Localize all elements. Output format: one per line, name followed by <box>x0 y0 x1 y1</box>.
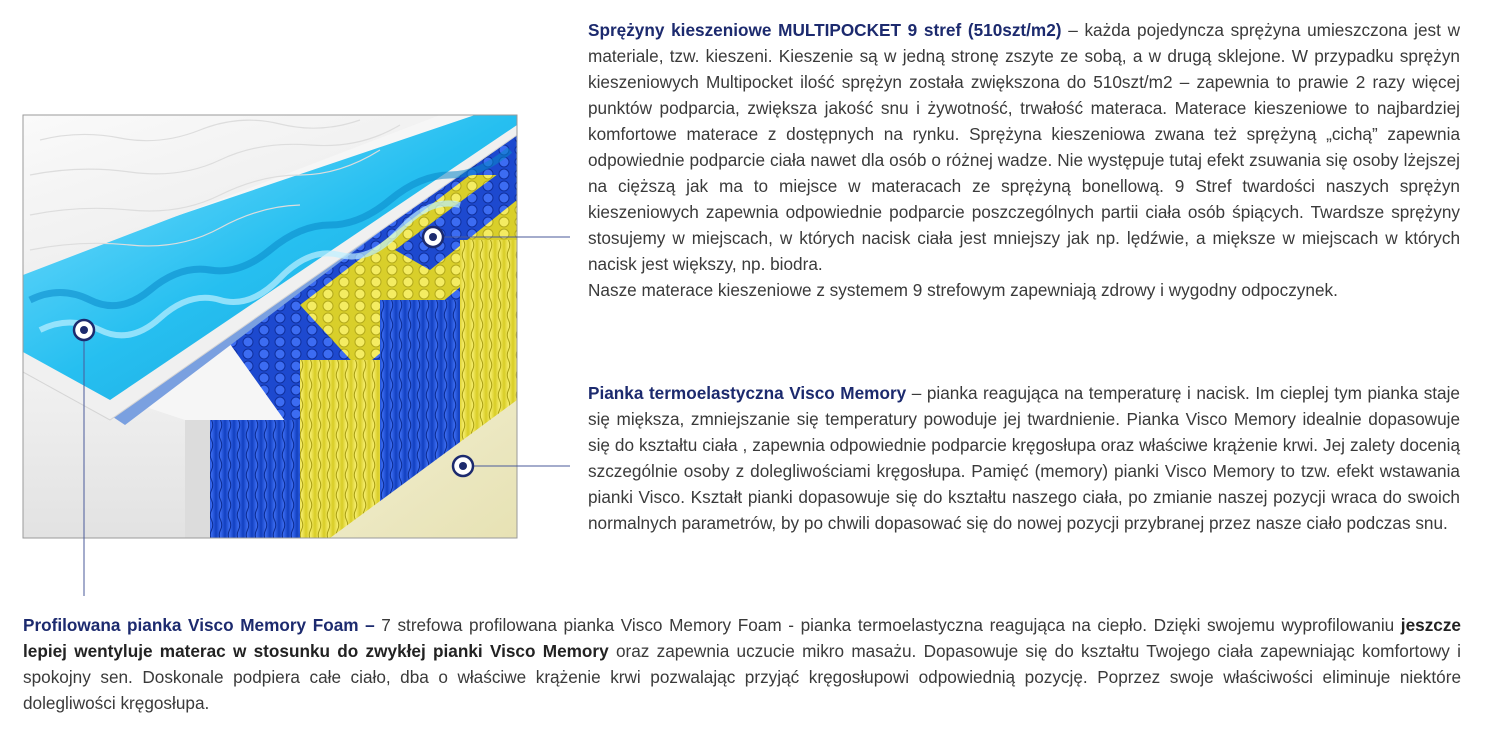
comfort-layer <box>23 115 517 420</box>
spring-block-top-blue-2 <box>395 160 517 270</box>
profile-description <box>23 612 1461 716</box>
visco-heading: Pianka termoelastyczna Visco Memory <box>588 383 907 403</box>
springs-description <box>588 17 1460 303</box>
marker-profile <box>74 320 94 340</box>
visco-description <box>588 380 1460 536</box>
quilt-line-4 <box>30 205 300 250</box>
illustration-frame <box>23 115 517 538</box>
springs-heading: Sprężyny kieszeniowe MULTIPOCKET 9 stref (510szt/m2) <box>588 20 1062 40</box>
visco-wave-2 <box>40 203 460 335</box>
spring-face-yellow-2 <box>460 240 517 538</box>
springs-body: – każda pojedyncza sprężyna umieszczona jest w materiale, tzw. kieszeni. Kieszenie są w jedną stronę zszyte ze sobą, a w drugą sklejone. W przypadku sprężyn kieszeniowych Multipocket ilość sprężyn została zwiększona do 510szt/m2 – zapewnia to prawie 2 razy więcej punktów podparcia, zwiększa jakość snu i żywotność, trwałość materaca. Materace kieszeniowe to najbardziej komfortowe materace z dostępnych na rynku. Sprężyna kieszeniowa zwana też sprężyną „cichą” zapewnia odpowiednie podparcie ciała nawet dla osób o różnej wadze. Nie występuje tutaj efekt zsuwania się osoby lżejszej na cięższą jak ma to miejsce w materacach ze sprężyną bonellową. 9 Stref twardości naszych sprężyn kieszeniowych zapewnia odpowiednie podparcie poszczególnych partii ciała osób śpiących. Twardsze sprężyny stosujemy w miejscach, w których nacisk ciała jest mniejszy jak np. lędźwie, a miększe w miejscach w których nacisk jest większy, np. biodra. <box>588 20 1460 274</box>
profile-heading: Profilowana pianka Visco Memory Foam – <box>23 615 375 635</box>
foam-side-edge <box>185 420 210 538</box>
quilt-line-2 <box>30 125 400 175</box>
visco-body: – pianka reagująca na temperaturę i nacisk. Im cieplej tym pianka staje się miększa, zmniejszanie się temperatury powoduje jej twardnienie. Pianka Visco Memory idealnie dopasowuje się do kształtu ciała , zapewnia odpowiednie podparcie kręgosłupa oraz właściwe krążenie krwi. Jej zalety docenią szczególnie osoby z dolegliwościami kręgosłupa. Pamięć (memory) pianki Visco Memory to tzw. efekt wstawania pianki Visco. Kształt pianki dopasowuje się do kształtu naszego ciała, po zmianie naszej pozycji wraca do swoich normalnych parametrów, by po chwili dopasować się do nowej pozycji przybranej przez nasze ciało podczas snu. <box>588 383 1460 533</box>
bottom-foam-layer <box>330 400 517 538</box>
visco-wave-1 <box>30 150 510 306</box>
illustration-background <box>23 115 517 538</box>
visco-profiled-layer <box>23 115 517 400</box>
spring-face-yellow <box>300 360 380 538</box>
marker-visco <box>453 456 473 476</box>
profile-emphasis: jeszcze lepiej wentyluje materac w stosunku do zwykłej pianki Visco Memory <box>23 615 1461 661</box>
spring-block-top-yellow <box>300 175 517 370</box>
marker-springs <box>423 227 443 247</box>
quilted-top-cover <box>23 115 517 275</box>
profile-body-before: 7 strefowa profilowana pianka Visco Memory Foam - pianka termoelastyczna reagująca na ciepło. Dzięki swojemu wyprofilowaniu <box>374 615 1401 635</box>
springs-closing: Nasze materace kieszeniowe z systemem 9 strefowym zapewniają zdrowy i wygodny odpoczynek. <box>588 280 1338 300</box>
foam-side-wall <box>23 340 185 538</box>
spring-face-blue-1 <box>180 420 300 538</box>
spring-block-top-blue <box>220 115 517 470</box>
quilt-line-1 <box>40 120 360 141</box>
profile-body-after: oraz zapewnia uczucie mikro masażu. Dopasowuje się do kształtu Twojego ciała zapewniając komfortowy i spokojny sen. Doskonale podpiera całe ciało, dba o właściwe krążenie krwi pozwalając przyjąć kręgosłupowi odpowiednią pozycję. Poprzez swoje właściwości eliminuje niektóre dolegliwości kręgosłupa. <box>23 641 1461 713</box>
spring-face-blue-2 <box>380 300 460 538</box>
fabric-strip <box>110 115 517 425</box>
quilt-line-3 <box>30 150 380 215</box>
